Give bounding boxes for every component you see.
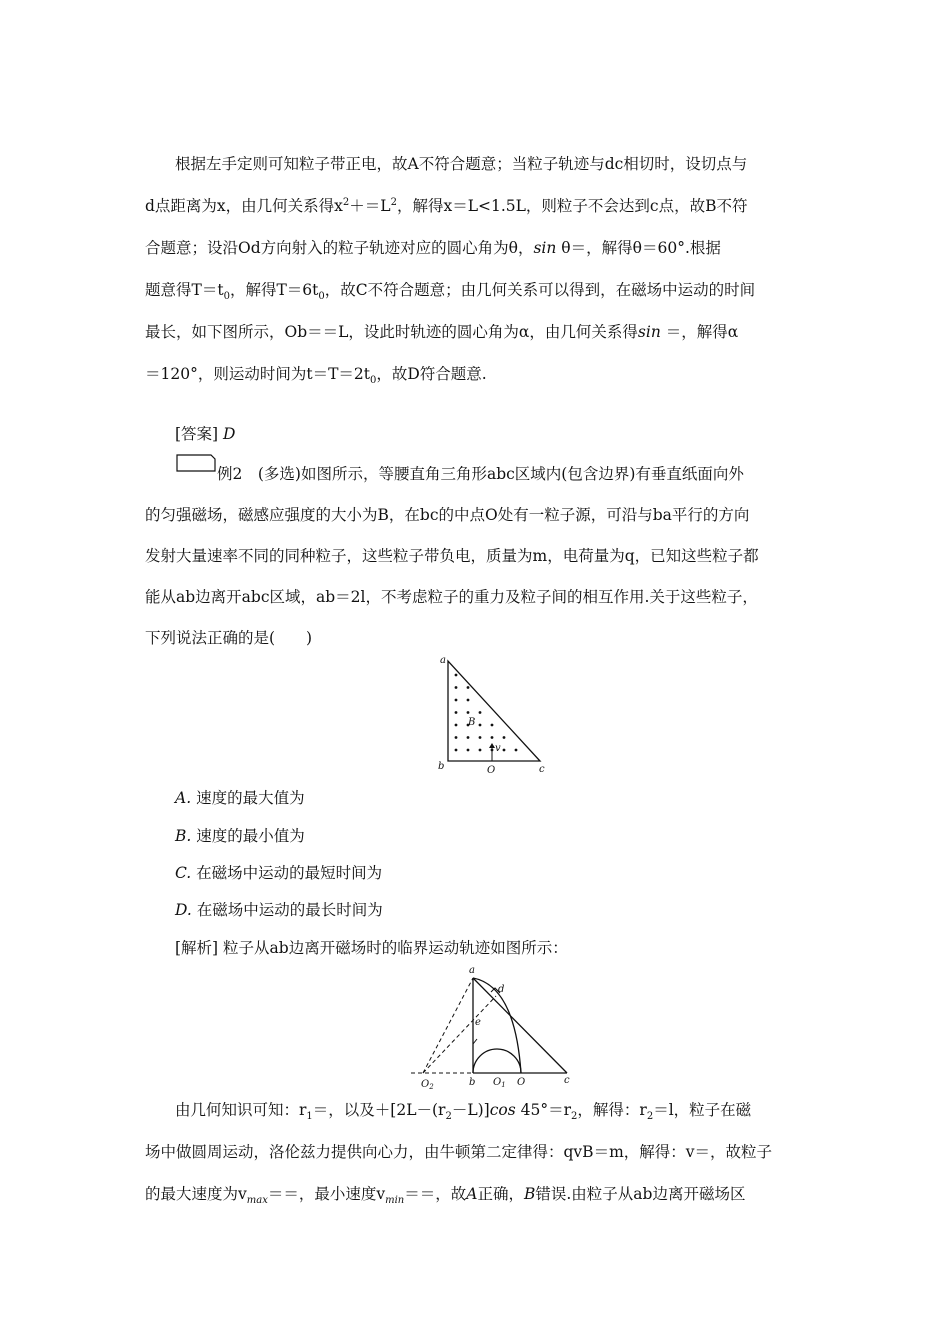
field-dot — [467, 711, 470, 714]
para2-line3: 的最大速度为$v_{max}==$，最小速度$v_{min}==$，故A正确，B错误.由粒子从ab边离开磁场区 — [145, 1185, 746, 1207]
para1-line2: d点距离为x，由几何关系得$x^2+=L^2$，解得x＝L<1.5L，则粒子不会达到c点，故B不符 — [145, 196, 748, 215]
example-line1: 例2 (多选)如图所示，等腰直角三角形abc区域内(包含边界)有垂直纸面向外 — [217, 465, 744, 483]
label-B: B — [468, 717, 476, 728]
label-O1: $O_1$ — [493, 1077, 506, 1089]
label-a: a — [440, 655, 446, 666]
label-O: O — [517, 1077, 526, 1088]
field-dot — [467, 736, 470, 739]
para2-line2: 场中做圆周运动，洛伦兹力提供向心力，由牛顿第二定律得：qvB＝m，解得：v＝，故粒子 — [145, 1143, 773, 1161]
label-O: O — [487, 765, 496, 775]
example-line2: 的匀强磁场，磁感应强度的大小为B，在bc的中点O处有一粒子源，可沿与ba平行的方向 — [145, 506, 750, 524]
label-v: v — [495, 743, 501, 754]
dashed-O2-d — [423, 996, 496, 1073]
field-dot — [467, 699, 470, 702]
example-line3: 发射大量速率不同的同种粒子，这些粒子带负电，质量为m，电荷量为q，已知这些粒子都 — [145, 547, 759, 565]
field-dots — [455, 674, 518, 752]
option-d: D. 在磁场中运动的最长时间为 — [175, 901, 383, 919]
label-c2: c — [564, 1075, 570, 1086]
label-O2: $O_2$ — [421, 1079, 434, 1091]
field-dot — [455, 711, 458, 714]
para1-line6: ＝120°，则运动时间为$t=T=2t_0$，故D符合题意. — [145, 365, 487, 387]
field-dot — [467, 749, 470, 752]
label-e: e — [475, 1017, 481, 1028]
triangle-abc — [448, 661, 540, 761]
example-line5: 下列说法正确的是( ) — [145, 629, 313, 647]
small-arc — [473, 1049, 521, 1073]
example-marker-icon — [176, 454, 216, 472]
label-b: b — [438, 761, 445, 772]
field-dot — [479, 736, 482, 739]
para1-line5: 最长，如下图所示，Ob＝＝L，设此时轨迹的圆心角为α，由几何关系得sin ＝，解得α — [145, 323, 739, 341]
label-d: d — [498, 984, 505, 995]
label-c: c — [539, 764, 545, 775]
field-dot — [479, 749, 482, 752]
example-line4: 能从ab边离开abc区域，ab＝2l，不考虑粒子的重力及粒子间的相互作用.关于这些粒子， — [145, 588, 758, 606]
answer-line: [答案] D — [175, 425, 236, 443]
field-dot — [491, 736, 494, 739]
field-dot — [479, 711, 482, 714]
field-dot — [455, 674, 458, 677]
field-dot — [503, 749, 506, 752]
para1-line3: 合题意；设沿Od方向射入的粒子轨迹对应的圆心角为θ，sin θ＝，解得θ＝60°.根据 — [145, 239, 721, 257]
trajectory-figure — [405, 962, 580, 1092]
option-b: B. 速度的最小值为 — [175, 827, 305, 845]
field-dot — [455, 724, 458, 727]
option-a: A. 速度的最大值为 — [175, 789, 305, 807]
para2-line1: 由几何知识可知：$r_1=$，以及$+[2L-(r_2-L)]\cos$ $45^\circ=r_2$，解得：$r_2=l$，粒子在磁 — [175, 1101, 752, 1123]
field-dot — [455, 736, 458, 739]
para1-line1: 根据左手定则可知粒子带正电，故A不符合题意；当粒子轨迹与dc相切时，设切点与 — [175, 155, 748, 173]
field-dot — [455, 749, 458, 752]
para1-line4: 题意得$T=t_0$，解得$T=6t_0$，故C不符合题意；由几何关系可以得到，在磁场中运动的时间 — [145, 281, 756, 303]
field-dot — [515, 749, 518, 752]
dashed-O2-a — [423, 978, 473, 1073]
triangle-figure — [430, 655, 550, 775]
option-c: C. 在磁场中运动的最短时间为 — [175, 864, 383, 882]
label-a2: a — [469, 965, 475, 976]
field-dot — [467, 686, 470, 689]
label-b2: b — [469, 1077, 476, 1088]
field-dot — [455, 686, 458, 689]
field-dot — [479, 724, 482, 727]
field-dot — [491, 724, 494, 727]
analysis-line: [解析] 粒子从ab边离开磁场时的临界运动轨迹如图所示： — [175, 939, 568, 957]
field-dot — [455, 699, 458, 702]
field-dot — [503, 736, 506, 739]
